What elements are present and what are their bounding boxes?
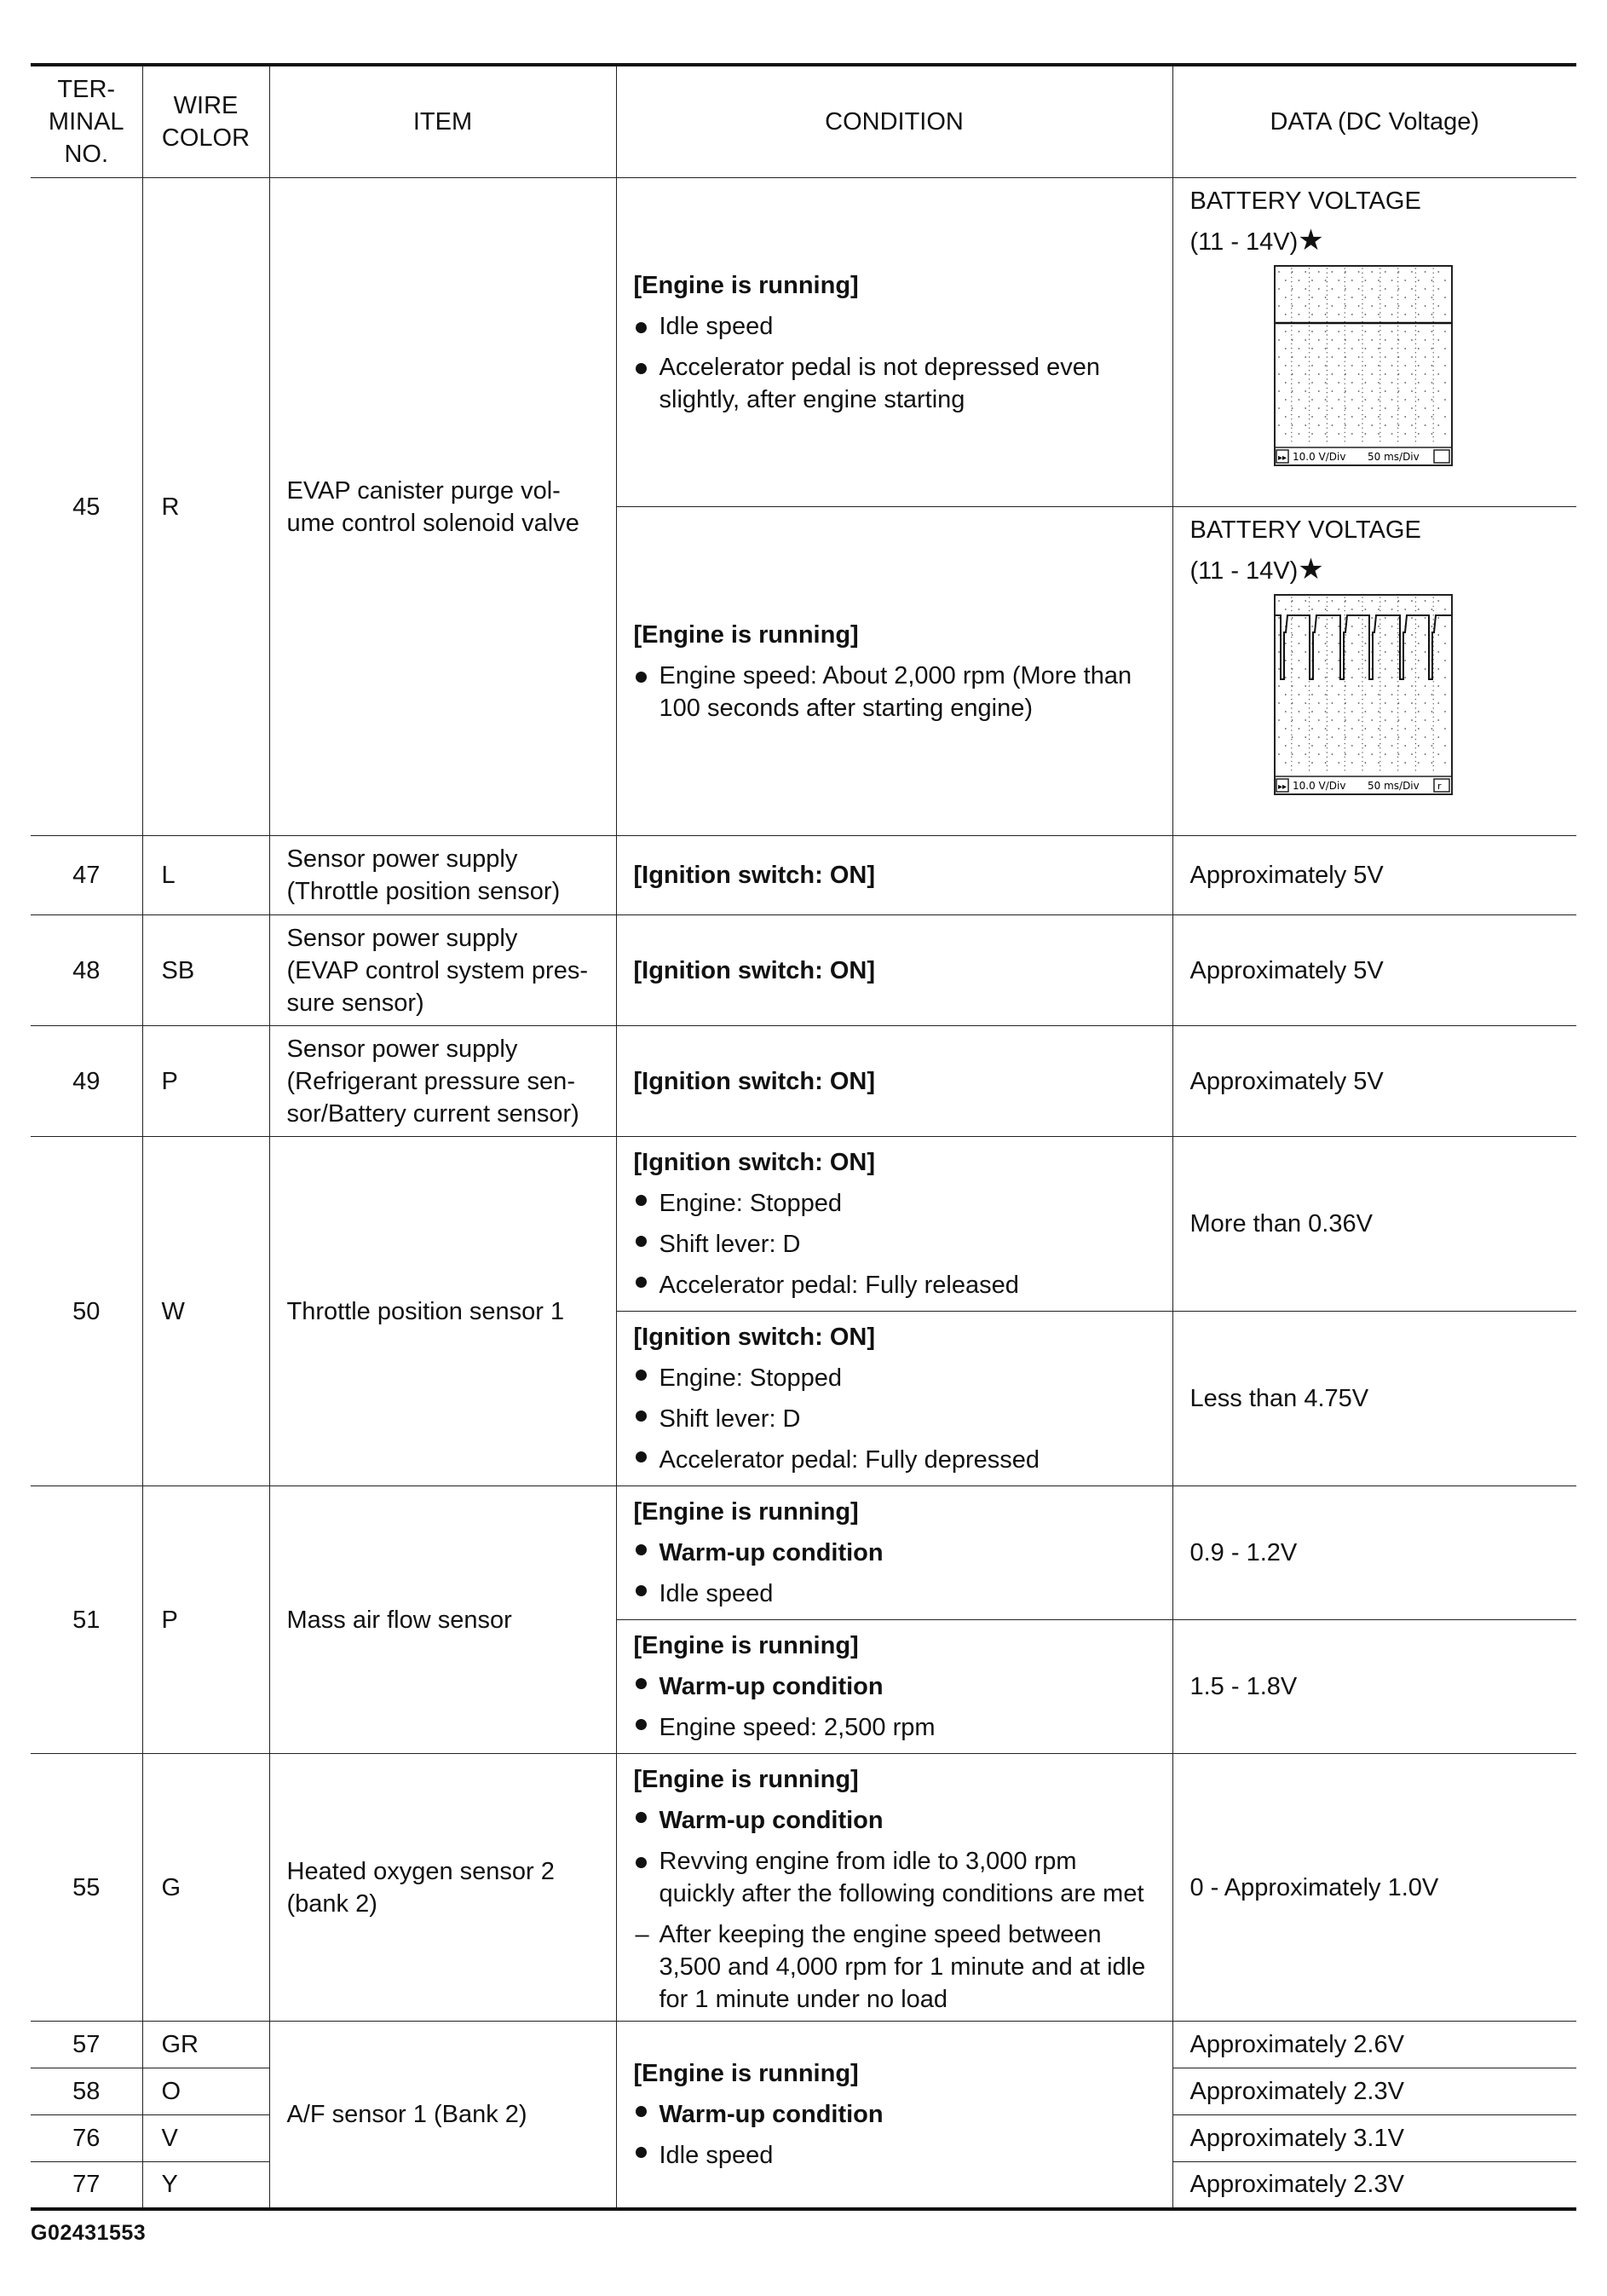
data-value: 1.5 - 1.8V — [1172, 1620, 1576, 1754]
item-line: Heated oxygen sensor 2 — [286, 1857, 555, 1885]
condition — [616, 1754, 1172, 2022]
condition-heading: [Ignition switch: ON] — [633, 1324, 876, 1351]
condition-bullet: Warm-up condition — [634, 1666, 1155, 1707]
data-line: BATTERY VOLTAGE — [1189, 516, 1421, 544]
voltage-range: (11 - 14V) — [1189, 557, 1299, 585]
wire-color: P — [142, 1026, 269, 1137]
item-line: sor/Battery current sensor) — [286, 1099, 579, 1128]
condition — [616, 2022, 1172, 2209]
condition-bullet: Shift lever: D — [634, 1399, 1155, 1439]
condition: [Ignition switch: ON] — [616, 915, 1172, 1026]
star-icon: ★ — [1298, 553, 1324, 586]
header-condition: CONDITION — [616, 65, 1172, 178]
terminal-no: 55 — [31, 1754, 142, 2022]
table-row — [31, 1026, 1576, 1137]
terminal-table-page — [31, 63, 1576, 2211]
terminal-no: 51 — [31, 1486, 142, 1754]
data-value: Approximately 2.3V — [1172, 2068, 1576, 2115]
item: Throttle position sensor 1 — [269, 1137, 616, 1486]
item-line: sure sensor) — [286, 989, 424, 1017]
wire-color: W — [142, 1137, 269, 1486]
header-terminal-line: NO. — [64, 141, 109, 168]
item-line: Sensor power supply — [286, 924, 518, 952]
header-wire-line: COLOR — [161, 124, 251, 152]
table-row — [31, 2022, 1576, 2068]
item: A/F sensor 1 (Bank 2) — [269, 2022, 616, 2209]
star-icon: ★ — [1298, 224, 1324, 257]
data-value: Less than 4.75V — [1172, 1312, 1576, 1486]
data-value: 0 - Approximately 1.0V — [1172, 1754, 1576, 2022]
condition: [Ignition switch: ON] — [616, 1026, 1172, 1137]
bullet-text: Idle speed — [659, 312, 774, 340]
scope-volt-div: 10.0 V/Div — [1292, 780, 1345, 792]
oscilloscope-waveform-2000rpm — [1274, 594, 1453, 795]
item-line: Sensor power supply — [286, 845, 518, 873]
data-value — [1172, 178, 1576, 507]
svg-text:▸▸: ▸▸ — [1277, 782, 1287, 792]
data-value — [1172, 507, 1576, 836]
header-terminal-no — [31, 65, 142, 178]
condition-bullet — [634, 351, 1155, 416]
item — [269, 836, 616, 915]
table-row — [31, 1754, 1576, 2022]
condition-bullet: Engine speed: 2,500 rpm — [634, 1707, 1155, 1748]
scope-volt-div: 10.0 V/Div — [1292, 451, 1345, 463]
item — [269, 1754, 616, 2022]
bullet-text: Engine speed: About 2,000 rpm (More than — [659, 661, 1132, 689]
wire-color: P — [142, 1486, 269, 1754]
wire-color: O — [142, 2068, 269, 2115]
wire-color: L — [142, 836, 269, 915]
item-line: (EVAP control system pres- — [286, 956, 588, 984]
table-row — [31, 915, 1576, 1026]
bullet-text: Revving engine from idle to 3,000 rpm — [659, 1848, 1077, 1875]
wire-color: Y — [142, 2162, 269, 2209]
terminal-no: 58 — [31, 2068, 142, 2115]
terminal-no: 45 — [31, 178, 142, 836]
header-data: DATA (DC Voltage) — [1172, 65, 1576, 178]
wire-color: SB — [142, 915, 269, 1026]
condition-bullet: Engine: Stopped — [634, 1358, 1155, 1399]
bullet-text: slightly, after engine starting — [659, 385, 965, 413]
condition-heading: [Engine is running] — [633, 2059, 859, 2087]
item-line: Sensor power supply — [286, 1035, 518, 1063]
table-row — [31, 1137, 1576, 1312]
data-line: BATTERY VOLTAGE — [1189, 187, 1421, 215]
terminal-no: 47 — [31, 836, 142, 915]
data-line — [1190, 553, 1560, 587]
bullet-text: quickly after the following conditions are met — [659, 1880, 1144, 1907]
data-value: Approximately 2.6V — [1172, 2022, 1576, 2068]
svg-text:▸▸: ▸▸ — [1277, 453, 1287, 463]
bullet-text: 3,500 and 4,000 rpm for 1 minute and at idle — [659, 1953, 1146, 1981]
condition-heading: [Ignition switch: ON] — [633, 1149, 876, 1176]
bullet-text: – After keeping the engine speed between — [659, 1921, 1102, 1948]
condition-bullet: Warm-up condition — [634, 1532, 1155, 1573]
ecm-terminal-table — [31, 63, 1576, 2211]
condition — [616, 178, 1172, 507]
data-value: Approximately 3.1V — [1172, 2115, 1576, 2162]
data-value: Approximately 5V — [1172, 836, 1576, 915]
condition-bullet — [634, 310, 1155, 343]
condition-bullet: Accelerator pedal: Fully released — [634, 1265, 1155, 1306]
condition-bullet: Idle speed — [634, 2135, 1155, 2176]
table-row — [31, 836, 1576, 915]
bullet-text: for 1 minute under no load — [659, 1986, 948, 2013]
condition-heading: [Engine is running] — [633, 1498, 859, 1526]
item — [269, 1026, 616, 1137]
condition — [616, 1620, 1172, 1754]
scope-corner-label: r — [1437, 781, 1442, 792]
header-wire-color — [142, 65, 269, 178]
condition — [616, 1137, 1172, 1312]
condition-heading: [Engine is running] — [633, 271, 859, 299]
terminal-no: 48 — [31, 915, 142, 1026]
data-line — [1190, 224, 1560, 258]
wire-color: V — [142, 2115, 269, 2162]
table-header-row — [31, 65, 1576, 178]
oscilloscope-waveform-idle — [1274, 265, 1453, 466]
scope-time-div: 50 ms/Div — [1367, 451, 1420, 463]
item-line: EVAP canister purge vol- — [286, 476, 561, 505]
header-item: ITEM — [269, 65, 616, 178]
terminal-no: 49 — [31, 1026, 142, 1137]
condition-bullet: Shift lever: D — [634, 1224, 1155, 1265]
condition — [616, 1312, 1172, 1486]
figure-code: G02431553 — [31, 2221, 147, 2245]
header-terminal-line: TER- — [57, 76, 116, 103]
header-terminal-line: MINAL — [48, 108, 124, 136]
scope-time-div: 50 ms/Div — [1367, 780, 1420, 792]
condition-sub-item — [634, 1918, 1155, 2016]
item-line: (Refrigerant pressure sen- — [286, 1067, 575, 1095]
data-value: Approximately 5V — [1172, 915, 1576, 1026]
condition — [616, 1486, 1172, 1620]
item-line: (bank 2) — [286, 1889, 377, 1918]
item — [269, 915, 616, 1026]
table-row — [31, 178, 1576, 507]
wire-color: G — [142, 1754, 269, 2022]
condition — [616, 507, 1172, 836]
wire-color: GR — [142, 2022, 269, 2068]
item-line: (Throttle position sensor) — [286, 878, 561, 905]
wire-color: R — [142, 178, 269, 836]
data-value: 0.9 - 1.2V — [1172, 1486, 1576, 1620]
condition-bullet: Idle speed — [634, 1573, 1155, 1614]
data-value: More than 0.36V — [1172, 1137, 1576, 1312]
bullet-text: 100 seconds after starting engine) — [659, 694, 1033, 722]
voltage-range: (11 - 14V) — [1189, 228, 1299, 256]
condition-heading: [Engine is running] — [633, 1766, 859, 1793]
condition-bullet: Warm-up condition — [634, 2094, 1155, 2135]
data-value: Approximately 5V — [1172, 1026, 1576, 1137]
bullet-text: Accelerator pedal is not depressed even — [659, 353, 1100, 381]
item: Mass air flow sensor — [269, 1486, 616, 1754]
terminal-no: 77 — [31, 2162, 142, 2209]
table-row — [31, 1486, 1576, 1620]
item — [269, 178, 616, 836]
condition-bullet — [634, 1845, 1155, 1910]
item-line: ume control solenoid valve — [286, 509, 579, 537]
terminal-no: 76 — [31, 2115, 142, 2162]
data-value: Approximately 2.3V — [1172, 2162, 1576, 2209]
condition-bullet — [634, 660, 1155, 724]
condition-bullet: Warm-up condition — [634, 1800, 1155, 1841]
header-wire-line: WIRE — [173, 92, 239, 119]
condition-heading: [Engine is running] — [633, 1632, 859, 1659]
terminal-no: 57 — [31, 2022, 142, 2068]
condition: [Ignition switch: ON] — [616, 836, 1172, 915]
terminal-no: 50 — [31, 1137, 142, 1486]
condition-heading: [Engine is running] — [633, 620, 859, 649]
condition-bullet: Engine: Stopped — [634, 1183, 1155, 1224]
condition-bullet: Accelerator pedal: Fully depressed — [634, 1439, 1155, 1480]
